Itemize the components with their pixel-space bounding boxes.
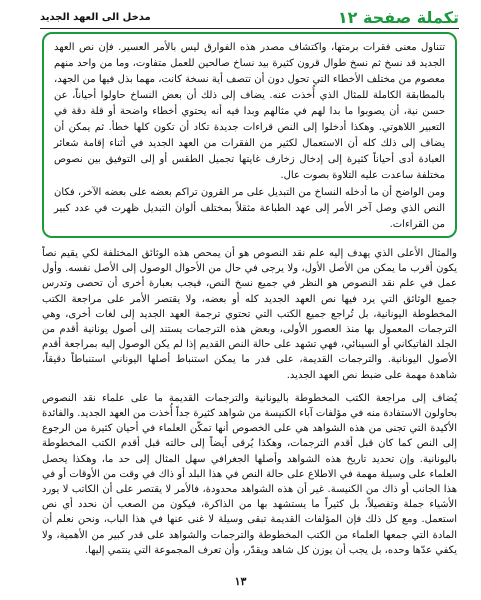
continuation-title: تكملة صفحة ١٢: [337, 7, 459, 27]
excerpt-paragraph: ومن الواضح أن ما أدخله النساخ من التبديل على مر القرون تراكم بعضه على بعضه الآخر، فكان النص الذي وصل آخر الأمر إلى عهد الطباعة مثقلاً بمختلف ألوان التبديل ظهرت في عدد كبير من القراءات.: [54, 187, 445, 230]
header-divider: [40, 28, 459, 29]
body-paragraph: والمثال الأعلى الذي يهدف إليه علم نقد النصوص هو أن يمحص هذه الوثائق المختلفة لكي يقيم نصاً يكون أقرب ما يمكن من الأصل الأول، ولا يرجى في حال من الأحوال الوصول إلى الأصل نفسه. وأول عمل في علم نقد النصوص هو النظر في جميع نسخ النص، فيجب بعبارة أخرى أن تحصى وتدرس جميع الوثائق التي يرد فيها نص العهد الجديد كله أو بعضه، ولا يقتصر الأمر على مراجعة الكتب المخطوطة اليونانية، بل تُراجع جميع الكتب التي تحتوي ترجمة العهد الجديد إلى لغات أخرى، وهي الترجمات المعمول بها منذ العصور الأولى، وبعض هذه الترجمات يستند إلى أصول يونانية أقدم من الجلد الفاتيكاني أو السينائي، فهي تشهد على حالة النص القديم إذا لم يكن الوصول إليه بمراجعة أقدم الأصول اليونانية. والترجمات القديمة، على قدر ما يمكن استنباط أصلها اليوناني استنباطاً دقيقاً، شاهدة مهمة على ضبط نص العهد الجديد.: [42, 248, 457, 381]
running-head: مدخل الى العهد الجديد: [40, 11, 151, 23]
body-text: [42, 246, 457, 568]
body-paragraph: يُضاف إلى مراجعة الكتب المخطوطة باليونانية والترجمات القديمة ما على علماء نقد النصوص بحاولون الاستفادة منه في مؤلفات آباء الكنيسة من شواهد كثيرة جداً أُخذت من العهد الجديد. والفائدة الأكيدة التي تجنى من هذه الشواهد هي على الخصوص أنها تمكّن العلماء في أحيان كثيرة من الرجوع إلى النص كما كان قبل أقدم الترجمات، وهكذا يُرقى أيضاً إلى حالته قبل أقدم الكتب المخطوطة باليونانية. وإن تحديد تاريخ هذه الشواهد وأصلها الجغرافي سهل المثال إلى حد ما، وهكذا يحصل العلماء على وسيلة مهمة في الاطلاع على حالة النص في هذا البلد أو ذاك في وقت من الأوقات أو في هذا الجانب أو ذاك من الكنيسة. غير أن هذه الشواهد محدودة، فالأمر لا يقتصر على أن الكاتب لا يورد الأشياء جملة وتفصيلاً، بل كثيراً ما يستشهد بها من الذاكرة، فيكون من الصعب أن نحدد أي نص استعمل. ومع كل ذلك فإن المؤلفات القديمة تبقى وسيلة لا غنى عنها في هذا الباب، ونحن نعلم أن المادة التي جمعها العلماء من الكتب المخطوطة والترجمات والشواهد على قدر كبير من الأهمية، ولا يكفي عدّها وحده، بل يجب أن يوزن كل شاهد ويقدّر، وأن تعرف المجموعة التي ينتمي إليها.: [42, 392, 457, 556]
page-header: [40, 6, 459, 28]
highlighted-excerpt-box: [42, 32, 457, 238]
excerpt-paragraph: تتناول معنى فقرات برمتها، واكتشاف مصدر هذه الفوارق ليس بالأمر العسير. فإن نص العهد الجديد قد نسخ ثم نسخ طوال قرون كثيرة بيد نساخ صالحين للعمل متفاوت، وما من واحد منهم معصوم من مختلف الأخطاء التي تحول دون أن تتصف أية نسخة كانت، مهما بذل فيها من الجهد، بالمطابقة الكاملة للمثال الذي أُخذت عنه. يضاف إلى ذلك أن بعض النساخ حاولوا أحياناً، عن حسن نية، أن يصوبوا ما بدا لهم في مثالهم وبدا فيه أنه يحتوي أخطاء واضحة أو قلة دقة في التعبير اللاهوتي. وهكذا أدخلوا إلى النص قراءات جديدة تكاد أن تكون كلها خطأ. ثم يمكن أن يضاف إلى ذلك كله أن الاستعمال لكثير من الفقرات من العهد الجديد في أثناء إقامة شعائر العبادة أدى أحياناً كثيرة إلى إدخال زخارف غايتها تجميل الطقس أو إلى التوفيق بين نصوص مختلفة ساعدت عليه التلاوة بصوت عال.: [54, 42, 445, 181]
page-number: ١٣: [234, 575, 247, 588]
